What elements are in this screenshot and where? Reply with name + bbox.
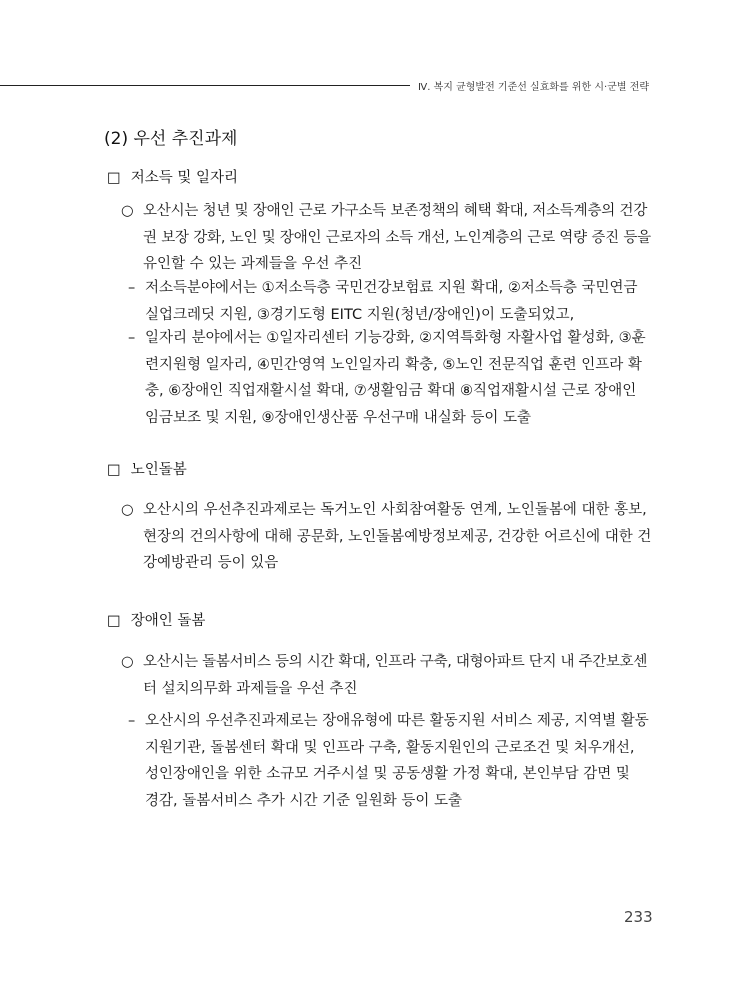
- text-line: 지원기관, 돌봄센터 확대 및 인프라 구축, 활동지원인의 근로조건 및 처우개선,: [145, 739, 635, 756]
- subsection-heading-label: 장애인 돌봄: [130, 613, 206, 629]
- text-line: 충, ⑥장애인 직업재활시설 확대, ⑦생활임금 확대 ⑧직업재활시설 근로 장애인: [145, 383, 637, 399]
- dash-bullet-item: [128, 708, 652, 814]
- circle-bullet-item: [121, 497, 651, 577]
- text-line: 오산시의 우선추진과제로는 독거노인 사회참여활동 연계, 노인돌봄에 대한 홍보,: [143, 502, 647, 518]
- circle-bullet-item: [121, 198, 651, 278]
- circle-bullet-icon: ○: [121, 654, 134, 670]
- text-line: 유인할 수 있는 과제들을 우선 추진: [143, 256, 363, 272]
- subsection-heading-label: 저소득 및 일자리: [130, 170, 238, 186]
- dash-bullet-item: [128, 275, 652, 328]
- text-line: 련지원형 일자리, ④민간영역 노인일자리 확충, ⑤노인 전문직업 훈련 인프라 확: [145, 356, 642, 373]
- text-line: 터 설치의무화 과제들을 우선 추진: [143, 680, 358, 697]
- text-line: 현장의 건의사항에 대해 공문화, 노인돌봄예방정보제공, 건강한 어르신에 대한 건: [143, 528, 652, 545]
- subsection-heading-elder-care: [107, 458, 187, 479]
- circle-bullet-item: [121, 649, 651, 702]
- checkbox-square-icon: □: [107, 462, 121, 478]
- text-line: 일자리 분야에서는 ①일자리센터 기능강화, ②지역특화형 자활사업 활성화, ③훈: [145, 330, 646, 346]
- section-title: (2) 우선 추진과제: [104, 129, 238, 149]
- checkbox-square-icon: □: [107, 170, 121, 186]
- header-rule: [0, 85, 410, 86]
- text-line: 실업크레딧 지원, ③경기도형 EITC 지원(청년/장애인)이 도출되었고,: [145, 306, 575, 323]
- dash-bullet-icon: –: [128, 330, 136, 346]
- text-line: 오산시는 돌봄서비스 등의 시간 확대, 인프라 구축, 대형아파트 단지 내 주간보호센: [143, 654, 648, 670]
- text-line: 임금보조 및 지원, ⑨장애인생산품 우선구매 내실화 등이 도출: [145, 409, 532, 426]
- dash-bullet-icon: –: [128, 713, 136, 729]
- dash-bullet-item: [128, 325, 652, 431]
- text-line: 저소득분야에서는 ①저소득층 국민건강보험료 지원 확대, ②저소득층 국민연금: [145, 280, 638, 296]
- page-number: 233: [624, 908, 653, 926]
- text-line: 오산시의 우선추진과제로는 장애유형에 따른 활동지원 서비스 제공, 지역별 활동: [145, 713, 649, 729]
- circle-bullet-icon: ○: [121, 203, 134, 219]
- subsection-heading-disability-care: [107, 609, 205, 630]
- text-line: 강예방관리 등이 있음: [143, 555, 279, 571]
- subsection-heading-label: 노인돌봄: [130, 462, 187, 478]
- circle-bullet-icon: ○: [121, 502, 134, 518]
- text-line: 성인장애인을 위한 소규모 거주시설 및 공동생활 가정 확대, 본인부담 감면 및: [145, 766, 630, 782]
- checkbox-square-icon: □: [107, 613, 121, 629]
- text-line: 경감, 돌봄서비스 추가 시간 기준 일원화 등이 도출: [145, 792, 463, 809]
- running-header: Ⅳ. 복지 균형발전 기준선 실효화를 위한 시·군별 전략: [418, 82, 650, 93]
- subsection-heading-income-jobs: [107, 166, 238, 187]
- text-line: 오산시는 청년 및 장애인 근로 가구소득 보존정책의 혜택 확대, 저소득계층의 건강: [143, 203, 648, 219]
- text-line: 권 보장 강화, 노인 및 장애인 근로자의 소득 개선, 노인계층의 근로 역량 증진 등을: [143, 229, 651, 246]
- dash-bullet-icon: –: [128, 280, 136, 296]
